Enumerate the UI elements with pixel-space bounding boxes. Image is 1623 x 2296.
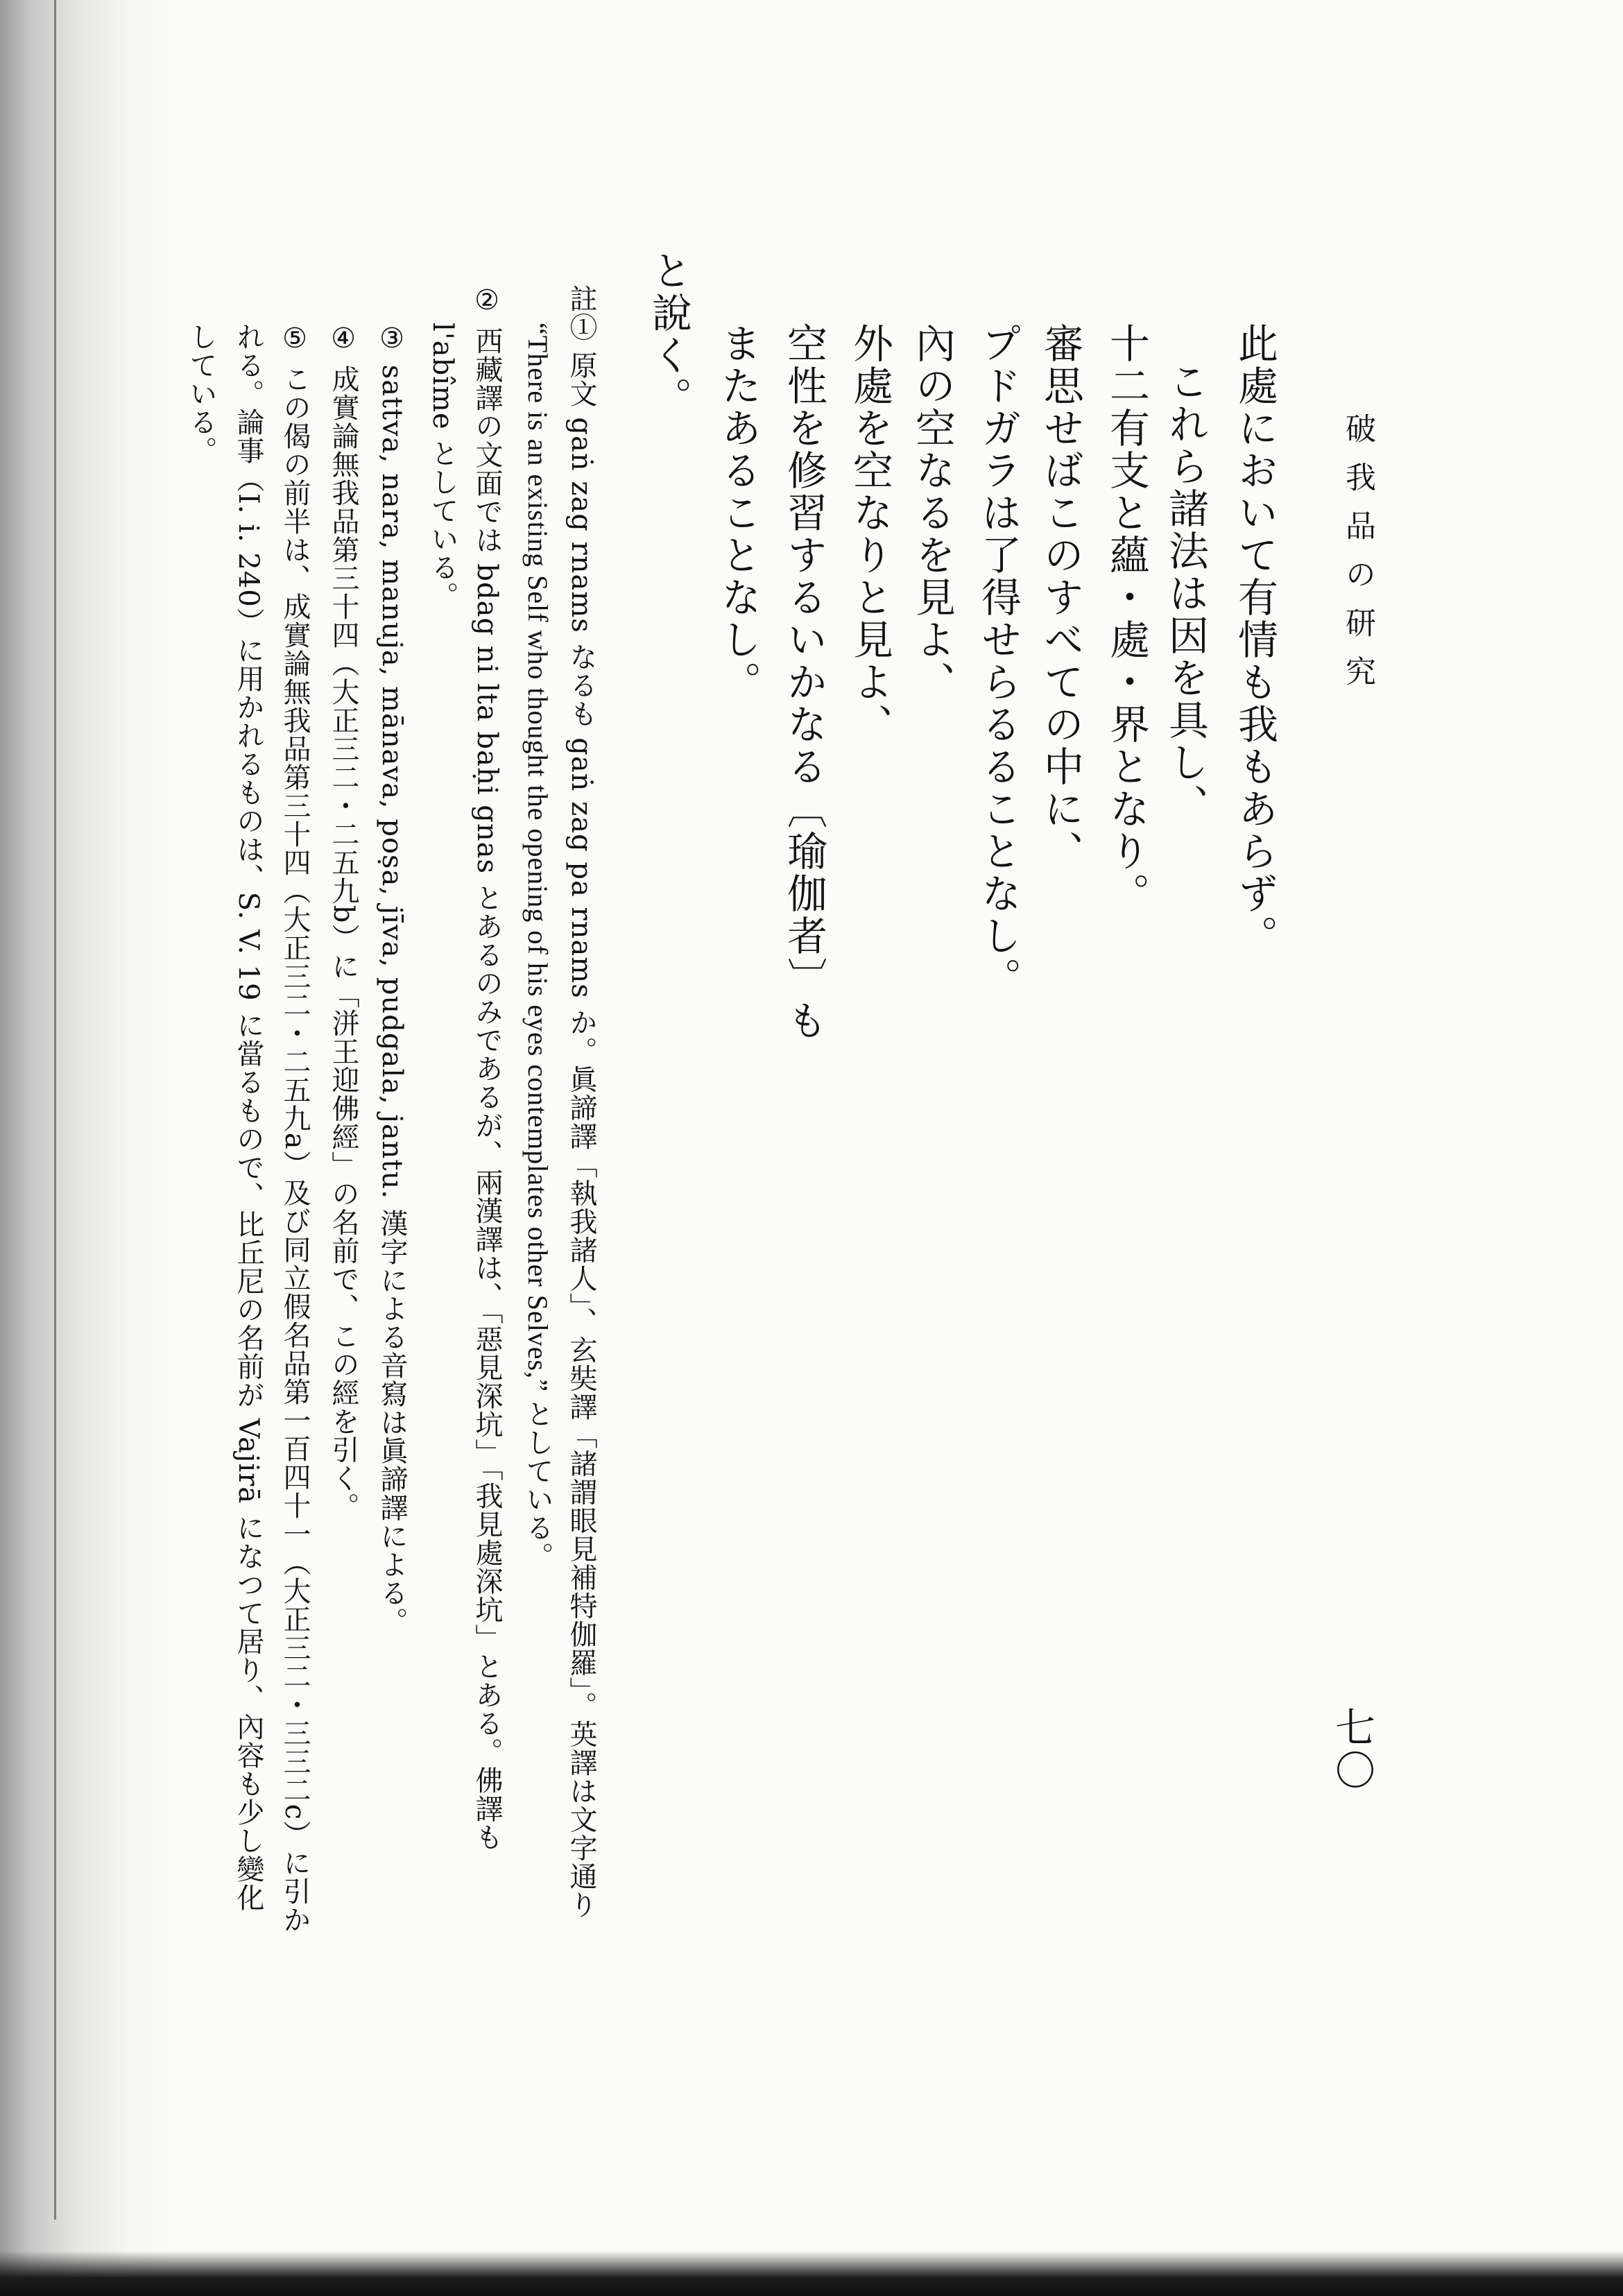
note-4: ④ 成實論無我品第三十四（大正三二・二五九b）に「洴王迎佛經」の名前で、この經を引く。 (327, 323, 359, 1521)
note-5-continued: れる。論事（I. i. 240）に用かれるものは、S. V. 19 に當るもので、比丘尼の名前が Vajirā になつて居り、內容も少し變化 (232, 323, 264, 1912)
note-5: ⑤ この偈の前半は、成實論無我品第三十四（大正三二・二五九a）及び同立假名品第一百四十一（大正三二・三三二c）に引か (279, 323, 311, 1934)
note-1-continued: “There is an existing Self who thought the opening of his eyes contemplates other Selves,” としている。 (522, 323, 553, 1570)
page-number: 七〇 (1328, 1706, 1375, 1792)
verse-line: またあることなし。 (714, 323, 762, 703)
note-5-end: している。 (185, 323, 217, 465)
verse-line: と說く。 (645, 250, 692, 419)
note-3: ③ sattva, nara, manuja, mānava, poṣa, jīva, pudgala, jantu. 漢字による音寫は眞諦譯による。 (376, 323, 408, 1636)
note-2: ② 西藏譯の文面では bdag ni lta baḥi gnas とあるのみであるが、兩漢譯は、「惡見深坑」「我見處深坑」とある。佛譯も (471, 284, 503, 1851)
running-head: 破我品の研究 (1340, 413, 1375, 704)
note-1: 註① 原文 gaṅ zag rnams なるも gaṅ zag pa rnams か。眞諦譯「執我諸人」、玄奘譯「諸謂眼見補特伽羅」。英譯は文字通り (565, 284, 597, 1919)
verse-line: 空性を修習するいかなる〔瑜伽者〕も (780, 323, 827, 1042)
bottom-scan-edge (0, 2251, 1623, 2296)
verse-line: これら諸法は因を具し、 (1162, 361, 1209, 826)
note-2-continued: l'abîme としている。 (427, 323, 458, 610)
binding-line (54, 0, 56, 2220)
verse-line: 審思せばこのすべての中に、 (1037, 323, 1084, 873)
verse-line: 此處において有情も我もあらず。 (1231, 323, 1278, 957)
verse-line: 內の空なるを見よ、 (909, 323, 956, 703)
verse-line: プドガラは了得せらるることなし。 (974, 323, 1022, 1000)
verse-line: 外處を空なりと見よ、 (846, 323, 893, 746)
verse-line: 十二有支と蘊・處・界となり。 (1103, 323, 1150, 915)
binding-edge (0, 0, 173, 2296)
